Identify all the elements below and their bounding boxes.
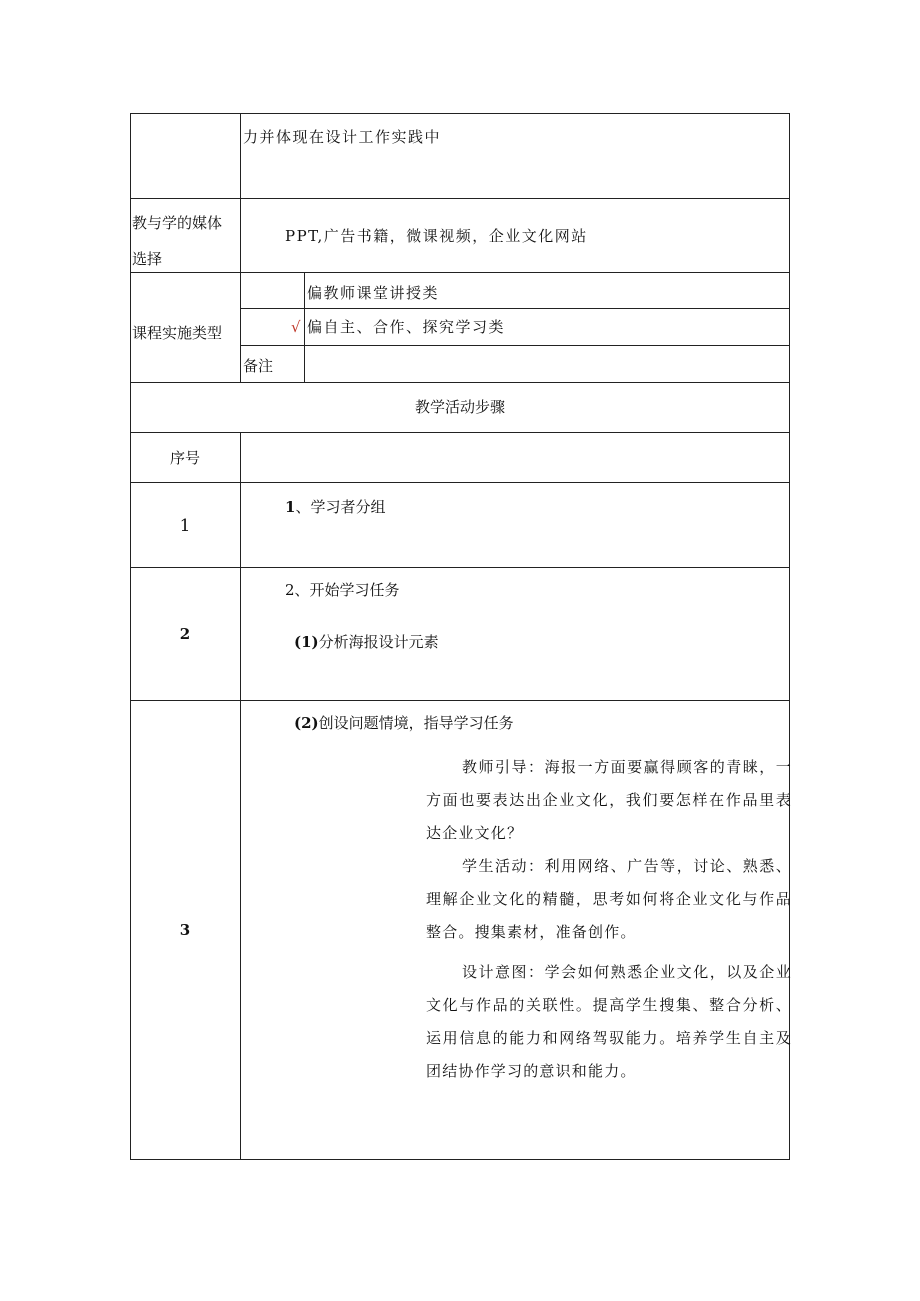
sub-task-num: (1) [294, 633, 319, 651]
sub-task [294, 632, 439, 652]
column-divider [304, 272, 305, 382]
sub-task [294, 713, 514, 733]
row-divider [130, 567, 790, 568]
row-divider [130, 198, 790, 199]
step-title-text: 、学习者分组 [295, 498, 386, 516]
row-divider [130, 272, 790, 273]
remark-label: 备注 [243, 357, 274, 375]
step-number: 2 [179, 625, 191, 643]
student-activity-paragraph: 学生活动：利用网络、广告等，讨论、熟悉、理解企业文化的精髓，思考如何将企业文化与作品整合。搜集素材，准备创作。 [426, 857, 792, 941]
sub-task-text: 创设问题情境，指导学习任务 [318, 714, 514, 732]
seq-header: 序号 [169, 449, 200, 467]
row-divider [130, 432, 790, 433]
column-divider [240, 432, 241, 1160]
column-divider [240, 113, 241, 382]
media-label: 教与学的媒体 [132, 214, 223, 232]
row-divider [240, 345, 790, 346]
row-divider [130, 382, 790, 383]
step-title [285, 580, 400, 600]
row-divider [130, 482, 790, 483]
step-title [285, 497, 385, 517]
design-intent-paragraph: 设计意图：学会如何熟悉企业文化，以及企业文化与作品的关联性。提高学生搜集、整合分析、运用信息的能力和网络驾驭能力。培养学生自主及团结协作学习的意识和能力。 [426, 963, 792, 1080]
sub-task-text: 分析海报设计元素 [318, 633, 439, 651]
course-type-label: 课程实施类型 [132, 324, 223, 342]
step-title-num: 1 [285, 498, 296, 516]
media-label-cont: 选择 [132, 250, 163, 268]
step-number: 3 [179, 921, 191, 939]
step-title-text: 、开始学习任务 [294, 581, 400, 599]
step-title-num: 2 [285, 581, 295, 599]
step-number: 1 [179, 516, 191, 536]
row-divider [240, 308, 790, 309]
option-0-text: 偏教师课堂讲授类 [307, 284, 440, 302]
option-1-text: 偏自主、合作、探究学习类 [307, 318, 506, 336]
teacher-guidance-paragraph: 教师引导：海报一方面要赢得顾客的青睐，一方面也要表达出企业文化，我们要怎样在作品里表达企业文化？ [426, 758, 792, 842]
continuation-text: 力并体现在设计工作实践中 [243, 128, 442, 146]
sub-task-num: (2) [294, 714, 319, 732]
row-divider [130, 700, 790, 701]
checkmark: √ [291, 318, 301, 336]
activity-header: 教学活动步骤 [414, 398, 505, 416]
media-content: PPT,广告书籍，微课视频，企业文化网站 [285, 227, 588, 245]
